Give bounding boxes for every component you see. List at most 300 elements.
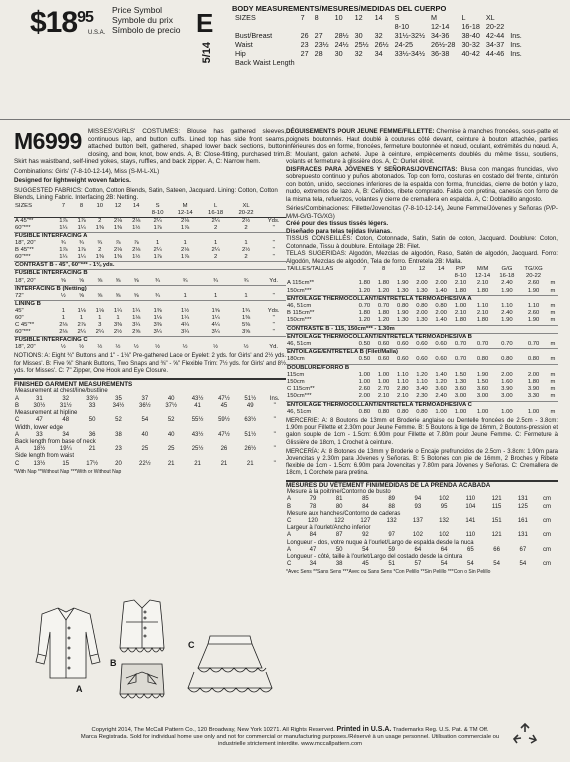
- yardage-cell: 3.00: [454, 393, 467, 400]
- finished-cell: 93: [414, 503, 422, 510]
- yardage-cell: 1: [213, 240, 218, 247]
- finished-group-label: [286, 540, 558, 547]
- yardage-cell: 1.00: [476, 408, 489, 415]
- yardage-row: [14, 225, 286, 233]
- yardage-cell: 1.10: [476, 303, 489, 310]
- yardage-cell: 1¼: [59, 254, 68, 261]
- yardage-cell: m: [550, 356, 556, 363]
- yardage-cell: 18", 20": [15, 240, 36, 247]
- yardage-header-cell: [14, 210, 54, 218]
- yardage-cell: 2⅛: [181, 247, 190, 254]
- finished-cell: 51: [388, 561, 395, 568]
- yardage-header-cell: 12: [418, 266, 426, 272]
- yardage-cell: 150cm***: [287, 393, 312, 400]
- bm-unit: Ins.: [510, 49, 522, 58]
- yardage-section-label: CONTRAST B - 45", 60"*** - 1⅜ yds.: [14, 262, 286, 270]
- finished-cell: 20: [115, 460, 122, 467]
- yardage-cell: 1¼: [132, 307, 141, 314]
- yardage-cell: 2.00: [527, 371, 540, 378]
- finished-cell: 33: [36, 431, 43, 438]
- finished-view: B: [15, 402, 20, 409]
- yardage-cell: A 45"**: [15, 217, 34, 224]
- price-letter: E: [196, 8, 214, 38]
- yardage-cell: 1⅛: [77, 307, 86, 314]
- finished-cell: 31: [36, 395, 43, 402]
- yardage-cell: ¾: [213, 277, 219, 284]
- yardage-cell: Yds.: [267, 217, 280, 224]
- bm-cell: 20-22: [485, 22, 505, 31]
- metric-finished-title: MESURES DU VÊTEMENT FINI/MEDIDAS DE LA PRENDA ACABADA: [286, 480, 558, 490]
- finished-label-cell: Longueur - côté, taille à l'ourlet/Largo del costado desde la cintura: [287, 554, 463, 561]
- yardage-cell: 1.10: [527, 303, 540, 310]
- yardage-cell: 1.90: [476, 371, 489, 378]
- yardage-header-cell: [261, 210, 286, 218]
- yardage-cell: 3.60: [476, 386, 489, 393]
- yardage-cell: 2¼: [211, 217, 220, 224]
- yardage-cell: 1.00: [377, 371, 390, 378]
- finished-view: A: [287, 532, 292, 539]
- bm-sizes-row: [232, 13, 525, 22]
- yardage-cell: 1.90: [397, 280, 409, 287]
- yardage-row: [14, 308, 286, 315]
- yardage-cell: 1: [61, 307, 65, 314]
- yardage-header-cell: [374, 273, 393, 280]
- yardage-cell: 2⅛: [181, 217, 190, 224]
- finished-row: [286, 532, 558, 539]
- yardage-cell: ¾: [182, 277, 188, 284]
- yardage-cell: ⅝: [115, 292, 121, 299]
- finished-cell: 21: [246, 460, 254, 467]
- bm-cell: 27: [300, 49, 309, 58]
- finished-cell: 110: [465, 496, 476, 503]
- yardage-cell: 2: [98, 217, 102, 224]
- yardage-cell: 1⅜: [95, 254, 104, 261]
- yardage-row: [286, 317, 558, 325]
- yardage-cell: 1⅞: [181, 254, 190, 261]
- yardage-section-label: CONTRASTE B - 115, 150cm*** - 1.30m: [286, 325, 558, 333]
- yardage-header-cell: [432, 273, 451, 280]
- yardage-cell: 1⅜: [241, 315, 251, 321]
- yardage-cell: 1⅜: [113, 224, 123, 231]
- yardage-cell: 1.20: [358, 287, 371, 294]
- bm-cell: 26: [300, 31, 309, 40]
- yardage-header-row: [286, 266, 558, 273]
- yardage-cell: 1.80: [476, 287, 489, 294]
- yardage-cell: 0.80: [397, 303, 409, 310]
- finished-group-label: [286, 489, 558, 496]
- yardage-cell: 1¼: [211, 315, 220, 321]
- yardage-cell: 2.60: [527, 280, 540, 287]
- finished-cell: cm: [542, 503, 551, 510]
- yardage-cell: 1.80: [377, 280, 390, 287]
- metric-yardage-table: [286, 266, 558, 416]
- yardage-cell: 1.50: [454, 371, 467, 378]
- bm-cell: 34: [374, 49, 383, 58]
- yardage-cell: ": [272, 254, 275, 261]
- yardage-row: [14, 262, 286, 270]
- yardage-header-cell: [127, 210, 145, 218]
- yardage-cell: 1⅛: [95, 307, 104, 314]
- bm-row: [232, 49, 525, 58]
- yardage-cell: 1.80: [358, 310, 371, 317]
- yardage-row: [14, 217, 286, 225]
- finished-cell: 67: [519, 546, 527, 553]
- yardage-cell: C 115cm**: [287, 386, 315, 393]
- yardage-cell: 1⅜: [95, 224, 104, 231]
- yardage-cell: 1.30: [454, 379, 467, 386]
- finished-group-label: [286, 511, 558, 518]
- finished-cell: 127: [360, 518, 371, 524]
- yardage-cell: ⅞: [133, 240, 139, 247]
- bm-cell: 8: [314, 13, 319, 22]
- finished-cell: 45: [362, 561, 369, 568]
- bm-cell: 14: [374, 13, 383, 22]
- finished-cell: 87: [335, 532, 343, 539]
- finished-cell: 30½: [33, 402, 46, 409]
- yardage-header-cell: [72, 210, 90, 218]
- yardage-cell: 1.10: [416, 379, 428, 386]
- yardage-cell: ½: [60, 344, 66, 351]
- yardage-cell: 3.90: [527, 386, 540, 393]
- yardage-section-label: FUSIBLE INTERFACING A: [14, 232, 286, 240]
- yardage-header-cell: 7: [61, 202, 65, 209]
- yardage-subheader-row: [14, 210, 286, 218]
- yardage-cell: ⅝: [133, 292, 139, 299]
- finished-cell: 63½: [244, 417, 257, 424]
- yardage-cell: ¾: [155, 277, 161, 284]
- view-a-label: A: [76, 684, 83, 694]
- yardage-section-label: ENTOILAGE/ENTRETELA B (Filet/Malla): [286, 349, 558, 357]
- finished-cell: 48: [62, 417, 70, 424]
- yardage-cell: 1⅞: [153, 224, 162, 231]
- yardage-cell: m: [550, 371, 556, 378]
- yardage-cell: 4¼: [181, 322, 190, 329]
- printed-in: Printed in U.S.A.: [336, 726, 392, 733]
- yardage-cell: 0.70: [476, 341, 489, 348]
- bm-cell: SIZES: [235, 13, 256, 22]
- yardage-cell: 0.80: [377, 408, 390, 415]
- finished-group-label: [14, 388, 286, 395]
- finished-row: [14, 396, 286, 403]
- finished-cell: 45: [220, 402, 228, 409]
- usage-notice-2: industrielle strictement interdite. www.mccallpattern.com: [217, 741, 362, 747]
- finished-cell: 21: [167, 460, 175, 467]
- bm-cell: 28½: [334, 31, 349, 40]
- yardage-cell: 1⅜: [153, 307, 162, 314]
- bm-cell: 25½: [354, 40, 369, 49]
- finished-cell: 36½: [138, 402, 151, 409]
- yardage-cell: 1.10: [397, 371, 409, 378]
- yardage-cell: 2.10: [377, 393, 390, 400]
- bm-cell: 42-44: [485, 31, 505, 40]
- yardage-header-cell: M/M: [476, 266, 489, 272]
- yardage-row: [286, 325, 558, 333]
- yardage-cell: 3¼: [181, 329, 190, 336]
- finished-cell: 95: [440, 503, 448, 510]
- yardage-cell: ½: [79, 344, 85, 351]
- yardage-cell: 18", 20": [15, 277, 36, 284]
- yardage-row: [14, 344, 286, 351]
- finished-cell: 40: [167, 431, 175, 438]
- yardage-cell: 150cm***: [287, 287, 312, 294]
- bm-sizes-row-2: [232, 22, 525, 31]
- yardage-cell: 2.10: [397, 393, 409, 400]
- bm-label: Hip: [235, 49, 246, 58]
- yardage-cell: 46, 51cm: [287, 341, 312, 348]
- yardage-cell: 1.20: [416, 371, 428, 378]
- bm-label: Back Waist Length: [235, 58, 295, 67]
- bm-cell: 30: [334, 49, 343, 58]
- cree-pour: Créé pour des tissus tissés légers.: [286, 220, 389, 227]
- yardage-cell: 2½: [241, 217, 251, 224]
- yardage-cell: 0.60: [435, 341, 447, 348]
- finished-cell: 25½: [191, 446, 204, 453]
- finished-cell: 102: [439, 532, 450, 539]
- price: [30, 6, 93, 40]
- bm-cell: [372, 22, 392, 31]
- yardage-cell: 0.70: [527, 341, 540, 348]
- yardage-cell: 2.30: [416, 393, 428, 400]
- finished-view: B: [287, 503, 292, 510]
- yardage-row: [286, 386, 558, 393]
- yardage-row: [14, 254, 286, 262]
- yardage-cell: 150cm: [287, 379, 305, 386]
- finished-cell: ": [273, 460, 276, 467]
- yardage-row: [286, 372, 558, 379]
- finished-cell: 64: [414, 546, 422, 553]
- yardage-row: [286, 341, 558, 349]
- yardage-cell: ": [272, 315, 275, 321]
- finished-cell: 41: [194, 402, 201, 409]
- finished-measurements-title: FINISHED GARMENT MEASUREMENTS: [14, 378, 286, 388]
- bm-cell: 7: [300, 13, 305, 22]
- yardage-cell: 1.00: [454, 408, 467, 415]
- yardage-cell: 1.80: [527, 379, 540, 386]
- finished-cell: 66: [493, 546, 500, 553]
- finished-cell: 131: [517, 532, 528, 539]
- price-country: U.S.A.: [88, 30, 106, 36]
- finished-cell: 25: [167, 446, 175, 453]
- finished-cell: 121: [491, 532, 502, 539]
- bm-cell: [483, 58, 507, 67]
- view-b-label: B: [110, 658, 117, 668]
- yardage-cell: 0.60: [435, 356, 447, 363]
- yardage-table: [14, 203, 286, 352]
- yardage-header-cell: 20-22: [526, 273, 542, 280]
- yardage-cell: 2¼: [153, 217, 162, 224]
- yardage-cell: 1.00: [454, 303, 467, 310]
- finished-row: [14, 403, 286, 410]
- finished-cell: 37: [141, 395, 149, 402]
- yardage-cell: 1.80: [454, 287, 467, 294]
- yardage-header-cell: S: [155, 202, 160, 209]
- yardage-cell: 1.40: [435, 371, 447, 378]
- yardage-cell: ⅞: [115, 240, 121, 247]
- yardage-row: [286, 356, 558, 364]
- yardage-cell: ": [272, 322, 275, 329]
- bm-cell: [312, 22, 332, 31]
- finished-view: A: [287, 546, 292, 553]
- yardage-cell: 2.60: [527, 310, 540, 317]
- recycle-icon: [512, 722, 538, 748]
- yardage-cell: 0.70: [501, 341, 513, 348]
- yardage-cell: 3.60: [435, 386, 447, 393]
- bm-cell: 38-40: [461, 31, 480, 40]
- yardage-cell: 1.20: [358, 317, 371, 324]
- body-measurements-title: BODY MEASUREMENTS/MESURES/MEDIDAS DEL CUERPO: [232, 4, 447, 13]
- trademarks: Trademarks Reg. U.S. Pat. & TM Off.: [392, 727, 489, 733]
- finished-cell: cm: [542, 518, 551, 524]
- finished-cell: 54: [519, 561, 527, 568]
- metric-nap-notes: *Avec Sens **Sans Sens ***Avec ou Sans Sens *Con Pelillo **Sin Pelillo ***Con o Sin Pelillo: [286, 569, 491, 576]
- finished-label-cell: Side length from waist: [15, 453, 75, 460]
- bm-cell: [372, 58, 392, 67]
- bm-cell: 30: [354, 31, 363, 40]
- yardage-cell: 0.70: [358, 303, 371, 310]
- finished-cell: 23: [115, 446, 122, 453]
- finished-cell: 47½: [218, 395, 230, 402]
- yardage-cell: m: [550, 386, 556, 393]
- finished-cell: 151: [491, 518, 502, 524]
- finished-cell: 55½: [191, 417, 204, 424]
- finished-cell: 25: [141, 446, 149, 453]
- tissus-conseilles: TISSUS CONSEILLÉS: Coton, Cotonnade, Satin, Satin de coton, Jacquard. Doublure: Coton, Cotonnade, Tissu à doublure. Entoilage 2B: Filet.: [286, 235, 558, 250]
- finished-cell: 49: [246, 402, 254, 409]
- yardage-cell: ⅝: [79, 292, 85, 299]
- yardage-cell: m: [550, 379, 556, 386]
- yardage-header-cell: XL: [242, 202, 250, 209]
- yardage-cell: 0.80: [416, 408, 428, 415]
- finished-cell: 18½: [33, 446, 46, 453]
- yardage-header-cell: 8-10: [454, 273, 467, 280]
- finished-cell: 26½: [244, 446, 257, 453]
- yardage-cell: 1.90: [527, 317, 540, 324]
- yardage-header-cell: [548, 273, 558, 280]
- yardage-cell: 2½: [241, 247, 251, 254]
- yardage-cell: 2.80: [397, 386, 409, 393]
- yardage-row: [286, 349, 558, 357]
- bm-cell: [332, 22, 352, 31]
- french-spanish-column: [286, 128, 558, 577]
- finished-cell: 137: [412, 518, 423, 524]
- yardage-cell: 2⅛: [132, 247, 141, 254]
- finished-cell: 78: [309, 503, 317, 510]
- yardage-cell: 2.00: [435, 280, 447, 287]
- yardage-cell: 3.60: [454, 386, 467, 393]
- yardage-cell: 2.00: [416, 310, 428, 317]
- spanish-description: DISFRACES PARA JÓVENES Y SEÑORAS/JOVENCITAS: Blusa con mangas fruncidas, vivo sobrepuesto continuo y puños abotonados. Top con forro, costuras en costado del frente, cinturón con botón, unido, secciones inferiores de la espalda con forma, fruncidas, cierre de botón y lazo, nudo, extremos de lazo. A, B: Ceñidos, ribete comprado. Falda con pretina, canesús con forro de la misma tela, refuerzos, volantes y cierre de cremallera en espalda. A, C: Dobladillo angosto.: [286, 165, 558, 203]
- bm-cell: 34-36: [431, 31, 450, 40]
- yardage-cell: 1¼: [113, 307, 123, 314]
- yardage-cell: 2⅞: [77, 322, 86, 329]
- yardage-cell: 2.00: [416, 280, 428, 287]
- bm-cell: [392, 58, 428, 67]
- yardage-cell: 0.60: [397, 341, 409, 348]
- bm-cell: 16-18: [461, 22, 480, 31]
- yardage-cell: 46, 51cm: [287, 408, 312, 415]
- bm-cell: 23: [300, 40, 309, 49]
- price-symbol-label: Price Symbol Symbole du prix Símbolo de precio: [112, 5, 181, 35]
- yardage-header-cell: TG/XG: [524, 266, 543, 272]
- yardage-cell: ⅝: [60, 277, 66, 284]
- yardage-cell: ⅝: [97, 292, 103, 299]
- finished-cell: 92: [362, 532, 369, 539]
- yardage-cell: 3.90: [501, 386, 513, 393]
- yardage-cell: 2⅝: [132, 329, 141, 336]
- yardage-row: [286, 401, 558, 409]
- yardage-cell: 2.40: [435, 393, 447, 400]
- finished-label-cell: Back length from base of neck: [15, 438, 96, 445]
- yardage-cell: 0.50: [358, 356, 371, 363]
- bm-unit: [507, 58, 525, 67]
- finished-cell: 37½: [165, 402, 178, 409]
- yardage-cell: 1.50: [476, 379, 489, 386]
- finished-label-cell: Width, lower edge: [15, 424, 64, 431]
- yardage-cell: 1⅝: [211, 307, 220, 314]
- bm-cell: [507, 13, 525, 22]
- bm-cell: 32: [374, 31, 383, 40]
- yardage-header-cell: 10: [399, 266, 407, 272]
- yardage-cell: 4¼: [211, 322, 220, 329]
- yardage-cell: 1.60: [501, 379, 513, 386]
- combinations: Combinations: Girls' (7-8-10-12-14), Miss (S-M-L-XL): [14, 167, 160, 175]
- finished-row: [286, 561, 558, 568]
- yardage-section-label: FUSIBLE INTERFACING C: [14, 337, 286, 345]
- bm-cell: 23½: [314, 40, 329, 49]
- finished-cell: 85: [362, 496, 369, 503]
- yardage-cell: 1: [183, 292, 187, 299]
- yardage-header-cell: 7: [362, 266, 367, 272]
- finished-cell: 38: [115, 431, 122, 438]
- yardage-row: [286, 393, 558, 401]
- yardage-cell: 1⅛: [132, 315, 141, 321]
- finished-cell: 32: [62, 395, 70, 402]
- bm-cell: 24-25: [394, 40, 414, 49]
- finished-cell: 132: [439, 518, 450, 524]
- yardage-row: [286, 310, 558, 317]
- yardage-cell: 2.10: [476, 280, 489, 287]
- bm-cell: 31½-32½: [394, 31, 426, 40]
- yardage-cell: 180cm: [287, 356, 305, 363]
- yardage-cell: ½: [213, 344, 219, 351]
- mercerie: MERCERIE: A: 8 Boutons de 13mm et Broderie anglaise ou Dentelle froncées de 2.5cm - 3.8cm: 1.90m pour Fillette et 2.30m pour Jeune Femme. B: 5 Boutons à tige de 16mm, 2 Boutons-pression et galon souple de 1cm - 1.5cm: 6.90m pour Fillette et 7.80m pour Jeune Femme. C: Fermeture à Glissière de 18cm, 1 Crochet à ceinture.: [286, 418, 558, 446]
- yardage-section-label: FUSIBLE INTERFACING B: [14, 270, 286, 278]
- finished-cell: 54: [362, 546, 369, 553]
- yardage-cell: 1.00: [435, 408, 447, 415]
- finished-label-cell: Measurement at hipline: [15, 410, 78, 417]
- finished-label-cell: Mesure à la poitrine/Contorno de busto: [287, 489, 391, 496]
- finished-cell: 47: [309, 546, 317, 553]
- finished-cell: 50: [335, 546, 343, 553]
- yardage-cell: 2.10: [454, 280, 467, 287]
- yardage-cell: ": [272, 224, 275, 231]
- finished-cell: 81: [335, 496, 343, 503]
- suggested-fabrics: SUGGESTED FABRICS: Cotton, Cotton Blends, Satin, Sateen, Jacquard. Lining: Cotton, Cotton Blends, Lining Fabric. Interfacing 2B: Netting.: [14, 186, 278, 202]
- series: Séries/Combinaciones: Fillette/Jovencitas (7-8-10-12-14), Jeune Femme/Jóvenes y Señoras (P/P-M/M-G/G-TG/XG): [286, 205, 558, 220]
- yardage-cell: 1: [61, 315, 65, 321]
- finished-cell: 21: [88, 446, 96, 453]
- yardage-cell: 2.00: [501, 371, 513, 378]
- finished-cell: 35: [115, 395, 122, 402]
- finished-row: [286, 547, 558, 554]
- yardage-cell: 3: [98, 322, 102, 329]
- finished-cell: 17½: [86, 460, 98, 467]
- yardage-subheader-row: [286, 273, 558, 280]
- yardage-cell: B 115cm**: [287, 310, 315, 317]
- finished-view: A: [287, 496, 292, 503]
- yardage-cell: 2⅛: [132, 217, 141, 224]
- yardage-header-cell: 8: [79, 202, 84, 209]
